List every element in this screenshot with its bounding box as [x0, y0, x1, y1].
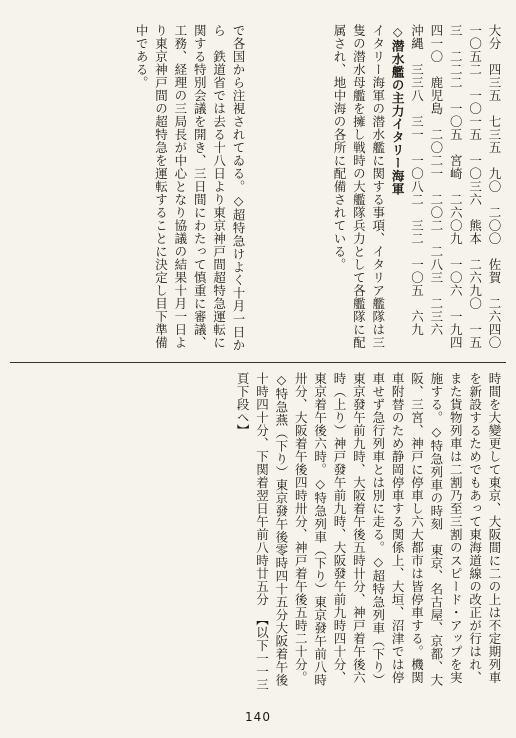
bottom-section: [12, 372, 504, 694]
timetable-article-body: 時間を大變更して東京、大阪間に二の上は不定期列車を新設するためでもあって東海道線の改正が行はれ、また貨物列車は二割乃至三割のスピード・アップを実施する。◇特急列車の時刻 東京、名古屋、京都、大阪、三宮、神戸に停車し六大都市は皆停車する。機関車附替のため静岡停車する関係上、大垣、沼津では停車せず急行列車とは別に走る。◇超特急列車（下り）東京發午前九時、大阪着午後五時卄分、神戸着午後六時（上り）神戸發午前九時、大阪發午前九時四十分、東京着午後六時。◇特急列車（下り）東京發午前八時卅分、大阪着午後四時卅分、神戸着午後五時二十分。◇特急燕（下り）東京發午後零時四十五分大阪着午後十時四十分、下関着翌日午前八時廿五分 【以下一一三頁下段へ】: [235, 372, 502, 691]
page-number: 140: [245, 710, 271, 724]
italy-navy-body: イタリー海軍の潜水艦に関する事項、イタリア艦隊は三隻の潜水母艦を擁し戦時の大艦隊兵力として各艦隊に配属され、地中海の各所に配備されている。: [332, 24, 386, 349]
section-divider: [10, 362, 506, 363]
top-right-section: [254, 24, 504, 362]
population-table: 大分 四三五 七三五 九〇 二〇〇 佐賀 二六四〇 一〇五二 一〇一五 一〇三六 熊本 二六九〇 一五三 二二二 一〇五 宮崎 二六〇九 一〇六 一九四 四一〇 鹿児島 二〇二一 二〇二 二八三 二三六 沖縄 三三八 三一 一〇八二 三二 一〇五 六九: [409, 24, 502, 362]
top-left-section: [12, 24, 248, 354]
italy-navy-heading: ◇潜水艦の主力イタリー海軍: [390, 24, 406, 196]
express-article-body: で各国から注視されてゐる。◇超特急けよく十月一日から 鉄道省では去る十八日より東京神戸間超特急運転に関する特別会議を開き、三日間にわたって慎重に審議、工務、経理の三局長が中心となり協議の結果十月一日より東京神戸間の超特急を運転することに決定し目下準備中である。: [134, 24, 246, 352]
